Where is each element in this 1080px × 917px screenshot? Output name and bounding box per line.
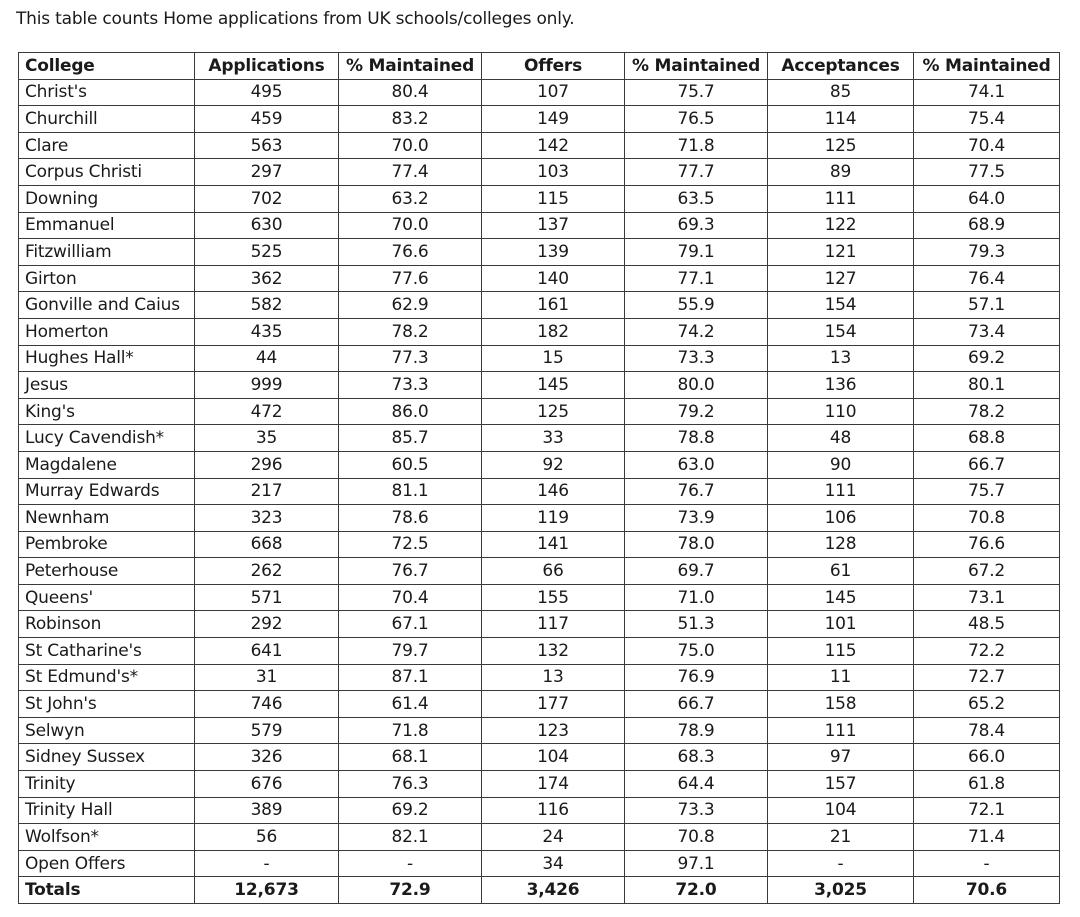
totals-acceptances-cell: 3,025 — [768, 877, 914, 904]
applications-cell: 435 — [195, 318, 339, 345]
applications-maintained-cell: 70.0 — [339, 212, 482, 239]
college-name: Trinity Hall — [19, 797, 195, 824]
applications-cell: 676 — [195, 771, 339, 798]
offers-maintained-cell: 78.9 — [625, 717, 768, 744]
offers-cell: 137 — [482, 212, 625, 239]
column-header-acceptances: Acceptances — [768, 53, 914, 80]
offers-cell: 139 — [482, 239, 625, 266]
applications-maintained-cell: 78.2 — [339, 318, 482, 345]
table-row — [19, 611, 1060, 638]
acceptances-maintained-cell: 75.7 — [914, 478, 1060, 505]
offers-cell: 145 — [482, 372, 625, 399]
applications-maintained-cell: 82.1 — [339, 824, 482, 851]
acceptances-maintained-cell: 76.4 — [914, 265, 1060, 292]
acceptances-cell: 114 — [768, 106, 914, 133]
acceptances-cell: 122 — [768, 212, 914, 239]
acceptances-cell: 21 — [768, 824, 914, 851]
acceptances-maintained-cell: 48.5 — [914, 611, 1060, 638]
totals-offers-cell: 3,426 — [482, 877, 625, 904]
applications-maintained-cell: 73.3 — [339, 372, 482, 399]
applications-cell: 459 — [195, 106, 339, 133]
table-row — [19, 505, 1060, 532]
offers-maintained-cell: 76.7 — [625, 478, 768, 505]
college-name: St Catharine's — [19, 638, 195, 665]
applications-cell: 641 — [195, 638, 339, 665]
acceptances-cell: 104 — [768, 797, 914, 824]
acceptances-maintained-cell: 61.8 — [914, 771, 1060, 798]
applications-maintained-cell: 63.2 — [339, 185, 482, 212]
acceptances-maintained-cell: 70.4 — [914, 132, 1060, 159]
acceptances-maintained-cell: 67.2 — [914, 558, 1060, 585]
column-header-applications: Applications — [195, 53, 339, 80]
applications-maintained-cell: 68.1 — [339, 744, 482, 771]
acceptances-cell: 97 — [768, 744, 914, 771]
applications-cell: 326 — [195, 744, 339, 771]
table-row — [19, 159, 1060, 186]
table-row — [19, 318, 1060, 345]
offers-maintained-cell: 68.3 — [625, 744, 768, 771]
college-name: Downing — [19, 185, 195, 212]
acceptances-maintained-cell: 75.4 — [914, 106, 1060, 133]
college-name: King's — [19, 398, 195, 425]
college-name: Jesus — [19, 372, 195, 399]
offers-maintained-cell: 75.7 — [625, 79, 768, 106]
offers-maintained-cell: 73.9 — [625, 505, 768, 532]
offers-cell: 155 — [482, 584, 625, 611]
offers-cell: 132 — [482, 638, 625, 665]
offers-cell: 24 — [482, 824, 625, 851]
table-row — [19, 558, 1060, 585]
applications-maintained-cell: - — [339, 850, 482, 877]
acceptances-cell: 145 — [768, 584, 914, 611]
acceptances-cell: 121 — [768, 239, 914, 266]
column-header-college: College — [19, 53, 195, 80]
applications-maintained-cell: 83.2 — [339, 106, 482, 133]
college-name: Christ's — [19, 79, 195, 106]
offers-cell: 34 — [482, 850, 625, 877]
table-row — [19, 292, 1060, 319]
college-name: Sidney Sussex — [19, 744, 195, 771]
acceptances-cell: 13 — [768, 345, 914, 372]
applications-maintained-cell: 60.5 — [339, 451, 482, 478]
applications-cell: 362 — [195, 265, 339, 292]
acceptances-maintained-cell: 73.4 — [914, 318, 1060, 345]
totals-acceptances-maintained-cell: 70.6 — [914, 877, 1060, 904]
offers-cell: 107 — [482, 79, 625, 106]
college-name: Robinson — [19, 611, 195, 638]
column-header-offers: Offers — [482, 53, 625, 80]
table-row — [19, 372, 1060, 399]
applications-maintained-cell: 62.9 — [339, 292, 482, 319]
applications-maintained-cell: 70.4 — [339, 584, 482, 611]
applications-cell: 571 — [195, 584, 339, 611]
applications-cell: 582 — [195, 292, 339, 319]
offers-cell: 116 — [482, 797, 625, 824]
offers-cell: 182 — [482, 318, 625, 345]
acceptances-maintained-cell: 71.4 — [914, 824, 1060, 851]
applications-maintained-cell: 78.6 — [339, 505, 482, 532]
acceptances-maintained-cell: 80.1 — [914, 372, 1060, 399]
applications-cell: 389 — [195, 797, 339, 824]
offers-maintained-cell: 76.9 — [625, 664, 768, 691]
column-header-applications-maintained: % Maintained — [339, 53, 482, 80]
applications-cell: 495 — [195, 79, 339, 106]
college-name: Pembroke — [19, 531, 195, 558]
acceptances-maintained-cell: 72.2 — [914, 638, 1060, 665]
applications-maintained-cell: 76.3 — [339, 771, 482, 798]
applications-maintained-cell: 70.0 — [339, 132, 482, 159]
offers-cell: 142 — [482, 132, 625, 159]
offers-cell: 149 — [482, 106, 625, 133]
acceptances-maintained-cell: 65.2 — [914, 691, 1060, 718]
offers-maintained-cell: 76.5 — [625, 106, 768, 133]
applications-maintained-cell: 69.2 — [339, 797, 482, 824]
college-name: St John's — [19, 691, 195, 718]
applications-maintained-cell: 76.7 — [339, 558, 482, 585]
table-row — [19, 239, 1060, 266]
applications-cell: 563 — [195, 132, 339, 159]
acceptances-maintained-cell: 68.9 — [914, 212, 1060, 239]
applications-cell: 746 — [195, 691, 339, 718]
table-row — [19, 717, 1060, 744]
college-name: Hughes Hall* — [19, 345, 195, 372]
acceptances-maintained-cell: 69.2 — [914, 345, 1060, 372]
table-row — [19, 691, 1060, 718]
acceptances-maintained-cell: 78.4 — [914, 717, 1060, 744]
offers-cell: 13 — [482, 664, 625, 691]
table-row — [19, 106, 1060, 133]
college-name: Wolfson* — [19, 824, 195, 851]
applications-maintained-cell: 87.1 — [339, 664, 482, 691]
college-name: Murray Edwards — [19, 478, 195, 505]
table-row — [19, 797, 1060, 824]
acceptances-maintained-cell: 79.3 — [914, 239, 1060, 266]
offers-cell: 119 — [482, 505, 625, 532]
totals-applications-cell: 12,673 — [195, 877, 339, 904]
acceptances-maintained-cell: 72.1 — [914, 797, 1060, 824]
offers-maintained-cell: 73.3 — [625, 797, 768, 824]
applications-maintained-cell: 72.5 — [339, 531, 482, 558]
offers-cell: 125 — [482, 398, 625, 425]
offers-cell: 92 — [482, 451, 625, 478]
table-row — [19, 478, 1060, 505]
offers-maintained-cell: 78.8 — [625, 425, 768, 452]
college-name: Magdalene — [19, 451, 195, 478]
offers-cell: 140 — [482, 265, 625, 292]
applications-cell: 630 — [195, 212, 339, 239]
college-name: Peterhouse — [19, 558, 195, 585]
college-name: Fitzwilliam — [19, 239, 195, 266]
applications-cell: 217 — [195, 478, 339, 505]
acceptances-maintained-cell: 64.0 — [914, 185, 1060, 212]
offers-cell: 177 — [482, 691, 625, 718]
offers-cell: 174 — [482, 771, 625, 798]
acceptances-maintained-cell: 77.5 — [914, 159, 1060, 186]
applications-cell: 525 — [195, 239, 339, 266]
applications-cell: 579 — [195, 717, 339, 744]
offers-maintained-cell: 69.7 — [625, 558, 768, 585]
offers-maintained-cell: 64.4 — [625, 771, 768, 798]
offers-cell: 161 — [482, 292, 625, 319]
offers-cell: 15 — [482, 345, 625, 372]
college-name: Trinity — [19, 771, 195, 798]
table-row — [19, 850, 1060, 877]
college-name: Clare — [19, 132, 195, 159]
offers-maintained-cell: 71.8 — [625, 132, 768, 159]
acceptances-maintained-cell: 57.1 — [914, 292, 1060, 319]
acceptances-cell: 111 — [768, 478, 914, 505]
acceptances-cell: 89 — [768, 159, 914, 186]
column-header-offers-maintained: % Maintained — [625, 53, 768, 80]
acceptances-maintained-cell: 78.2 — [914, 398, 1060, 425]
applications-cell: 262 — [195, 558, 339, 585]
offers-cell: 123 — [482, 717, 625, 744]
applications-cell: 472 — [195, 398, 339, 425]
acceptances-maintained-cell: 76.6 — [914, 531, 1060, 558]
applications-maintained-cell: 77.4 — [339, 159, 482, 186]
applications-maintained-cell: 79.7 — [339, 638, 482, 665]
applications-cell: 323 — [195, 505, 339, 532]
acceptances-cell: 154 — [768, 318, 914, 345]
offers-cell: 141 — [482, 531, 625, 558]
offers-maintained-cell: 66.7 — [625, 691, 768, 718]
offers-cell: 104 — [482, 744, 625, 771]
table-row — [19, 824, 1060, 851]
acceptances-cell: 125 — [768, 132, 914, 159]
acceptances-cell: 101 — [768, 611, 914, 638]
acceptances-cell: 136 — [768, 372, 914, 399]
college-name: Churchill — [19, 106, 195, 133]
acceptances-cell: 11 — [768, 664, 914, 691]
applications-maintained-cell: 81.1 — [339, 478, 482, 505]
applications-cell: - — [195, 850, 339, 877]
acceptances-cell: 111 — [768, 717, 914, 744]
college-name: Queens' — [19, 584, 195, 611]
offers-maintained-cell: 73.3 — [625, 345, 768, 372]
applications-maintained-cell: 67.1 — [339, 611, 482, 638]
applications-cell: 296 — [195, 451, 339, 478]
table-row — [19, 584, 1060, 611]
acceptances-cell: 128 — [768, 531, 914, 558]
offers-maintained-cell: 77.7 — [625, 159, 768, 186]
acceptances-maintained-cell: 74.1 — [914, 79, 1060, 106]
admissions-table — [18, 52, 1060, 904]
offers-maintained-cell: 63.0 — [625, 451, 768, 478]
offers-maintained-cell: 79.1 — [625, 239, 768, 266]
applications-maintained-cell: 77.6 — [339, 265, 482, 292]
offers-maintained-cell: 77.1 — [625, 265, 768, 292]
applications-maintained-cell: 77.3 — [339, 345, 482, 372]
offers-maintained-cell: 74.2 — [625, 318, 768, 345]
column-header-acceptances-maintained: % Maintained — [914, 53, 1060, 80]
acceptances-cell: 48 — [768, 425, 914, 452]
applications-maintained-cell: 71.8 — [339, 717, 482, 744]
college-name: Emmanuel — [19, 212, 195, 239]
offers-maintained-cell: 69.3 — [625, 212, 768, 239]
acceptances-maintained-cell: 66.0 — [914, 744, 1060, 771]
offers-cell: 115 — [482, 185, 625, 212]
offers-cell: 66 — [482, 558, 625, 585]
college-name: Selwyn — [19, 717, 195, 744]
offers-cell: 117 — [482, 611, 625, 638]
offers-maintained-cell: 79.2 — [625, 398, 768, 425]
applications-cell: 31 — [195, 664, 339, 691]
college-name: Gonville and Caius — [19, 292, 195, 319]
offers-maintained-cell: 80.0 — [625, 372, 768, 399]
acceptances-maintained-cell: 73.1 — [914, 584, 1060, 611]
offers-maintained-cell: 75.0 — [625, 638, 768, 665]
totals-label: Totals — [19, 877, 195, 904]
acceptances-cell: 111 — [768, 185, 914, 212]
table-body — [19, 79, 1060, 903]
table-row — [19, 398, 1060, 425]
applications-maintained-cell: 76.6 — [339, 239, 482, 266]
offers-maintained-cell: 78.0 — [625, 531, 768, 558]
acceptances-cell: 90 — [768, 451, 914, 478]
applications-maintained-cell: 80.4 — [339, 79, 482, 106]
acceptances-cell: 127 — [768, 265, 914, 292]
totals-row — [19, 877, 1060, 904]
offers-cell: 33 — [482, 425, 625, 452]
offers-maintained-cell: 97.1 — [625, 850, 768, 877]
applications-cell: 35 — [195, 425, 339, 452]
acceptances-cell: 85 — [768, 79, 914, 106]
offers-maintained-cell: 70.8 — [625, 824, 768, 851]
table-row — [19, 744, 1060, 771]
offers-cell: 146 — [482, 478, 625, 505]
acceptances-cell: 158 — [768, 691, 914, 718]
applications-cell: 999 — [195, 372, 339, 399]
college-name: Newnham — [19, 505, 195, 532]
offers-cell: 103 — [482, 159, 625, 186]
applications-cell: 702 — [195, 185, 339, 212]
acceptances-cell: 154 — [768, 292, 914, 319]
table-row — [19, 531, 1060, 558]
acceptances-maintained-cell: 68.8 — [914, 425, 1060, 452]
college-name: Girton — [19, 265, 195, 292]
acceptances-maintained-cell: 66.7 — [914, 451, 1060, 478]
applications-cell: 668 — [195, 531, 339, 558]
applications-cell: 56 — [195, 824, 339, 851]
acceptances-cell: 157 — [768, 771, 914, 798]
applications-cell: 297 — [195, 159, 339, 186]
applications-maintained-cell: 85.7 — [339, 425, 482, 452]
acceptances-cell: 110 — [768, 398, 914, 425]
college-name: Lucy Cavendish* — [19, 425, 195, 452]
acceptances-cell: 61 — [768, 558, 914, 585]
college-name: Homerton — [19, 318, 195, 345]
table-row — [19, 638, 1060, 665]
totals-applications-maintained-cell: 72.9 — [339, 877, 482, 904]
table-row — [19, 425, 1060, 452]
acceptances-maintained-cell: 70.8 — [914, 505, 1060, 532]
acceptances-cell: - — [768, 850, 914, 877]
applications-maintained-cell: 86.0 — [339, 398, 482, 425]
table-row — [19, 664, 1060, 691]
header-row — [19, 53, 1060, 80]
offers-maintained-cell: 51.3 — [625, 611, 768, 638]
table-row — [19, 132, 1060, 159]
acceptances-maintained-cell: - — [914, 850, 1060, 877]
totals-offers-maintained-cell: 72.0 — [625, 877, 768, 904]
table-row — [19, 212, 1060, 239]
applications-cell: 44 — [195, 345, 339, 372]
college-name: St Edmund's* — [19, 664, 195, 691]
acceptances-maintained-cell: 72.7 — [914, 664, 1060, 691]
table-row — [19, 345, 1060, 372]
college-name: Corpus Christi — [19, 159, 195, 186]
offers-maintained-cell: 63.5 — [625, 185, 768, 212]
table-caption: This table counts Home applications from UK schools/colleges only. — [16, 9, 575, 29]
table-row — [19, 185, 1060, 212]
applications-cell: 292 — [195, 611, 339, 638]
table-row — [19, 265, 1060, 292]
college-name: Open Offers — [19, 850, 195, 877]
offers-maintained-cell: 71.0 — [625, 584, 768, 611]
table-row — [19, 79, 1060, 106]
offers-maintained-cell: 55.9 — [625, 292, 768, 319]
acceptances-cell: 115 — [768, 638, 914, 665]
applications-maintained-cell: 61.4 — [339, 691, 482, 718]
table-row — [19, 771, 1060, 798]
acceptances-cell: 106 — [768, 505, 914, 532]
table-row — [19, 451, 1060, 478]
